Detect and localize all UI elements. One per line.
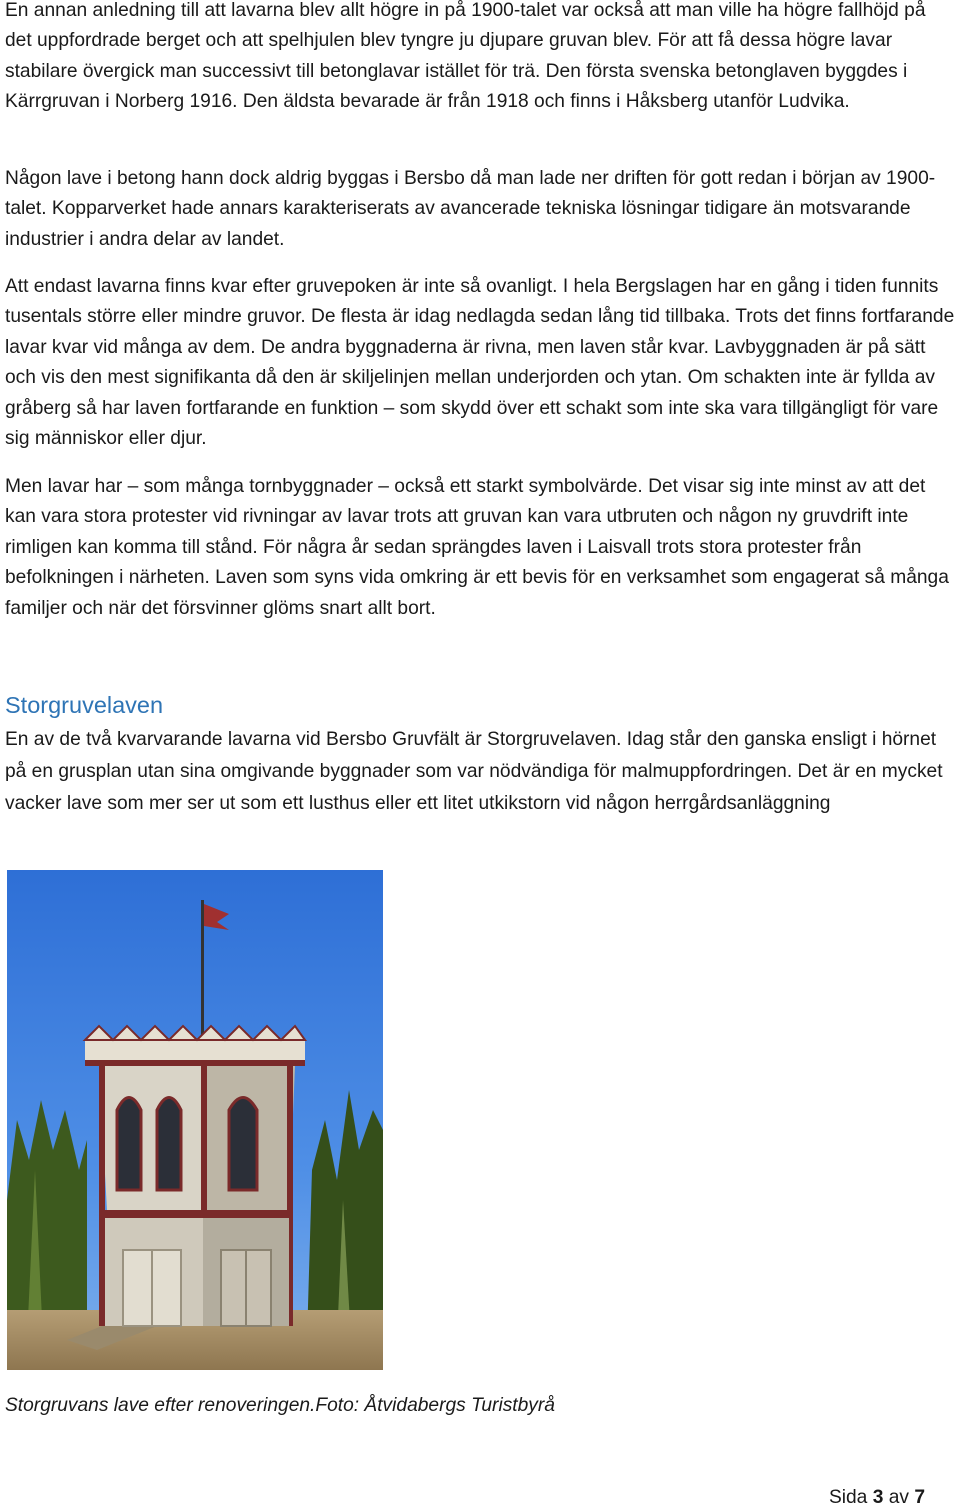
- section-heading: Storgruvelaven: [5, 692, 164, 718]
- paragraph-1: En annan anledning till att lavarna blev allt högre in på 1900-talet var också att man ville ha högre fallhöjd på det uppfordrade berget och att spelhjulen blev tyngre ju djupare gruvan blev. För att få dessa högre lavar stabilare övergick man successivt till betonglavar istället för trä. Den första svenska betonglaven byggdes i Kärrgruvan i Norberg 1916. Den äldsta bevarade är från 1918 och finns i Håksberg utanför Ludvika.: [5, 0, 926, 113]
- footer-prefix: Sida: [828, 1487, 868, 1508]
- paragraph-3: Att endast lavarna finns kvar efter gruvepoken är inte så ovanligt. I hela Bergslagen har en gång i tiden funnits tusentals större eller mindre gruvor. De flesta är idag nedlagda sedan lång tid tillbaka. Trots det finns fortfarande lavar kvar vid många av dem. De andra byggnaderna är rivna, men laven står kvar. Lavbyggnaden är på sätt och vis den mest signifikanta då den är skiljelinjen mellan underjorden och ytan. Om schakten inte är fyllda av gråberg så har laven fortfarande en funktion – som skydd över ett schakt som inte ska vara tillgängligt för vare sig människor eller djur.: [5, 276, 955, 450]
- paragraph-2: Någon lave i betong hann dock aldrig byggas i Bersbo då man lade ner driften för gott redan i början av 1900-talet. Kopparverket hade annars karakteriserats av avancerade tekniska lösningar tidigare än motsvarande industrier i andra delar av landet.: [5, 168, 936, 250]
- section-paragraph: En av de två kvarvarande lavarna vid Bersbo Gruvfält är Storgruvelaven. Idag står den ganska ensligt i hörnet på en grusplan utan sina omgivande byggnader som var nödvändiga för malmuppfordringen. Det är en mycket vacker lave som mer ser ut som ett lusthus eller ett litet utkikstorn vid någon herrgårdsanläggning: [5, 729, 943, 814]
- footer-sep: av: [888, 1487, 909, 1508]
- tower-photo: [7, 870, 383, 1370]
- photo-caption: Storgruvans lave efter renoveringen.Foto: Åtvidabergs Turistbyrå: [5, 1395, 555, 1416]
- footer-page: 3: [872, 1487, 884, 1508]
- paragraph-4: Men lavar har – som många tornbyggnader – också ett starkt symbolvärde. Det visar sig inte minst av att det kan vara stora protester vid rivningar av lavar trots att gruvan kan vara utbruten och någon ny gruvdrift inte rimligen kan komma till stånd. För några år sedan sprängdes laven i Laisvall trots stora protester från befolkningen i närheten. Laven som syns vida omkring är ett bevis för en verksamhet som engagerat så många familjer och när det försvinner glöms snart allt bort.: [5, 476, 949, 619]
- footer-total: 7: [914, 1487, 925, 1508]
